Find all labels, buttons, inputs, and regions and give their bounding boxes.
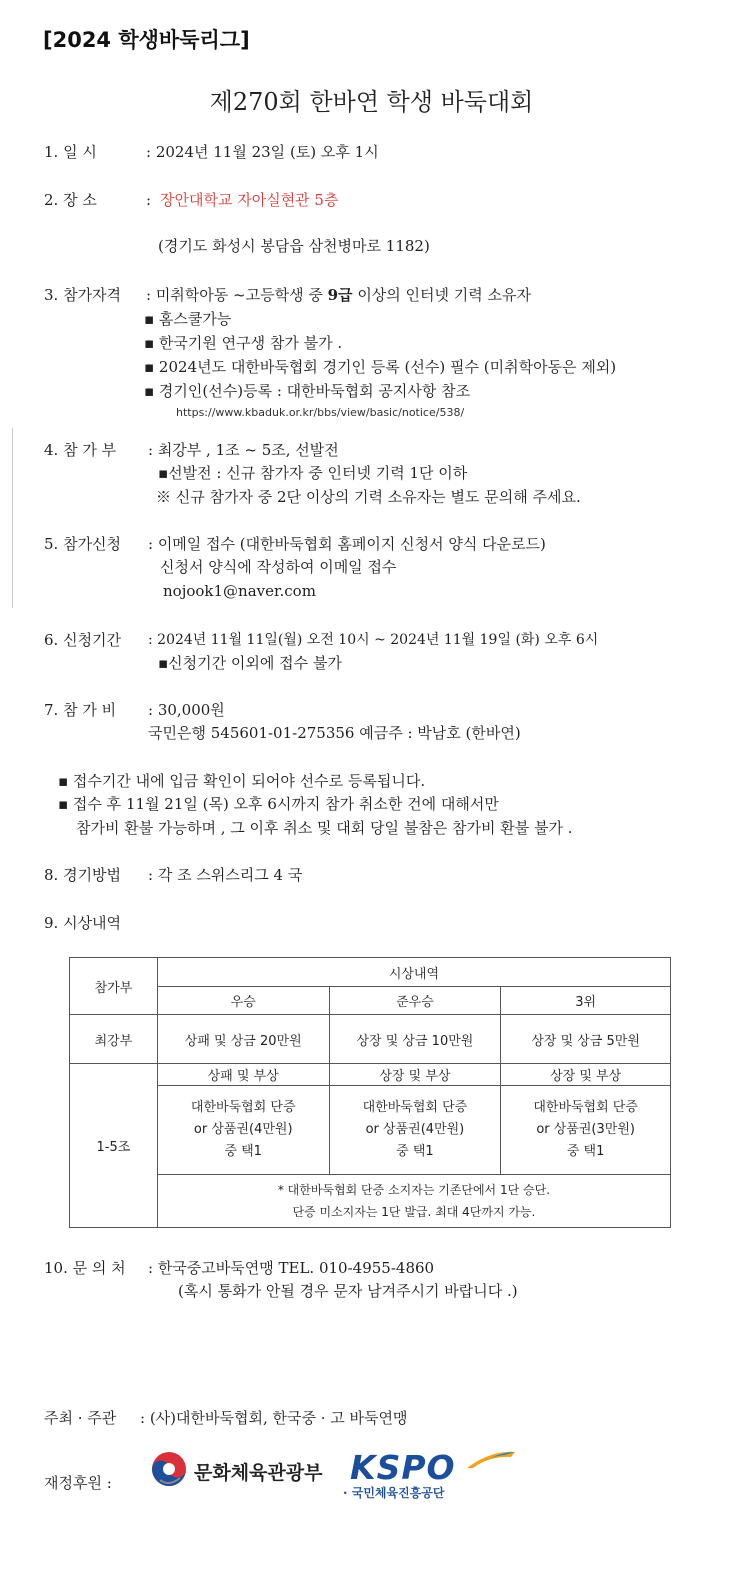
top-cell-runner-up: 상장 및 상금 10만원 bbox=[329, 1015, 501, 1064]
apply-label: 5. 참가신청 bbox=[44, 535, 122, 553]
date-value: : 2024년 11월 23일 (토) 오후 1시 bbox=[146, 143, 379, 161]
group-footnote bbox=[157, 1175, 670, 1228]
col-header-third: 3위 bbox=[501, 987, 671, 1015]
method-label: 8. 경기방법 bbox=[44, 866, 122, 884]
venue-address: (경기도 화성시 봉담읍 삼천병마로 1182) bbox=[158, 237, 430, 255]
contact-value: : 한국중고바둑연맹 TEL. 010-4955-4860 bbox=[148, 1259, 435, 1277]
divisions-value: : 최강부 , 1조 ~ 5조, 선발전 bbox=[148, 441, 339, 459]
host-value: : (사)대한바둑협회, 한국중 · 고 바둑연맹 bbox=[140, 1409, 408, 1427]
divisions-label: 4. 참 가 부 bbox=[44, 441, 117, 459]
fee-value: : 30,000원 bbox=[148, 701, 225, 719]
fee-bank-account: 국민은행 545601-01-275356 예금주 : 박남호 (한바연) bbox=[148, 724, 521, 742]
group-cell-b-runner-up bbox=[329, 1086, 501, 1175]
venue-label: 2. 장 소 bbox=[44, 191, 97, 209]
method-value: : 각 조 스위스리그 4 국 bbox=[148, 866, 303, 884]
venue-colon: : bbox=[146, 191, 152, 209]
contact-label: 10. 문 의 처 bbox=[44, 1259, 126, 1277]
cell-line: 대한바둑협회 단증 bbox=[190, 1100, 296, 1115]
date-label: 1. 일 시 bbox=[44, 143, 97, 161]
eligibility-value: : 미취학아동 ~고등학생 중 9급 이상의 인터넷 기력 소유자 bbox=[146, 286, 532, 304]
group-cell-a-third: 상장 및 부상 bbox=[501, 1064, 671, 1086]
note-1: ▪ 접수기간 내에 입금 확인이 되어야 선수로 등록됩니다. bbox=[58, 772, 426, 790]
left-margin-rule bbox=[12, 428, 13, 608]
note-3: 참가비 환불 가능하며 , 그 이후 취소 및 대회 당일 불참은 참가비 환불 불가 . bbox=[76, 819, 573, 837]
contact-note: (혹시 통화가 안될 경우 문자 남겨주시기 바랍니다 .) bbox=[178, 1282, 518, 1300]
cell-line: 대한바둑협회 단증 bbox=[362, 1100, 468, 1115]
cell-line: or 상품권(4만원) bbox=[365, 1122, 465, 1137]
eligibility-bullet-3: ▪ 2024년도 대한바둑협회 경기인 등록 (선수) 필수 (미취학아동은 제외) bbox=[144, 358, 617, 376]
eligibility-bullet-2: ▪ 한국기원 연구생 참가 불가 . bbox=[144, 334, 343, 352]
cell-line: or 상품권(3만원) bbox=[536, 1122, 635, 1137]
divisions-selection-note: ▪선발전 : 신규 참가자 중 인터넷 기력 1단 이하 bbox=[158, 464, 468, 482]
group-cell-a-runner-up: 상장 및 부상 bbox=[329, 1064, 501, 1086]
footnote-line: * 대한바둑협회 단증 소지자는 기존단에서 1단 승단. bbox=[277, 1183, 551, 1197]
page-title: 제270회 한바연 학생 바둑대회 bbox=[209, 88, 534, 116]
awards-label: 9. 시상내역 bbox=[44, 914, 122, 932]
cell-line: 중 택1 bbox=[566, 1144, 605, 1159]
cell-line: 중 택1 bbox=[396, 1144, 434, 1159]
col-header-runner-up: 준우승 bbox=[329, 987, 501, 1015]
taegeuk-emblem-icon bbox=[150, 1450, 188, 1488]
apply-line2: 신청서 양식에 작성하여 이메일 접수 bbox=[160, 558, 397, 576]
top-cell-third: 상장 및 상금 5만원 bbox=[501, 1015, 671, 1064]
table-group-header: 시상내역 bbox=[157, 958, 670, 987]
divisions-inquiry-note: ※ 신규 참가자 중 2단 이상의 기력 소유자는 별도 문의해 주세요. bbox=[156, 488, 581, 506]
row-label-group: 1-5조 bbox=[70, 1064, 158, 1228]
table-corner: 참가부 bbox=[70, 958, 158, 1015]
group-cell-b-third bbox=[501, 1086, 671, 1175]
notice-link[interactable]: https://www.kbaduk.or.kr/bbs/view/basic/notice/538/ bbox=[176, 406, 465, 419]
apply-email[interactable]: nojook1@naver.com bbox=[163, 582, 316, 600]
footnote-line: 단증 미소지자는 1단 발급. 최대 4단까지 가능. bbox=[292, 1205, 536, 1219]
kspo-subtitle: · 국민체육진흥공단 bbox=[343, 1486, 445, 1500]
note-2: ▪ 접수 후 11월 21일 (목) 오후 6시까지 참가 취소한 건에 대해서만 bbox=[58, 795, 499, 813]
eligibility-bullet-1: ▪ 홈스쿨가능 bbox=[144, 310, 232, 328]
cell-line: or 상품권(4만원) bbox=[193, 1122, 293, 1137]
venue-value: 장안대학교 자아실현관 5층 bbox=[160, 191, 339, 209]
top-cell-winner: 상패 및 상금 20만원 bbox=[157, 1015, 329, 1064]
group-cell-b-winner bbox=[157, 1086, 329, 1175]
eligibility-bullet-4: ▪ 경기인(선수)등록 : 대한바둑협회 공지사항 참조 bbox=[144, 382, 471, 400]
period-value: : 2024년 11월 11일(월) 오전 10시 ~ 2024년 11월 19일 (화) 오후 6시 bbox=[148, 632, 599, 648]
group-cell-a-winner: 상패 및 부상 bbox=[157, 1064, 329, 1086]
period-label: 6. 신청기간 bbox=[44, 631, 122, 649]
col-header-winner: 우승 bbox=[157, 987, 329, 1015]
eligibility-label: 3. 참가자격 bbox=[44, 286, 122, 304]
cell-line: 대한바둑협회 단증 bbox=[533, 1100, 638, 1115]
sponsor-label: 재정후원 : bbox=[44, 1474, 112, 1492]
kspo-swoosh-icon bbox=[465, 1448, 517, 1470]
fee-label: 7. 참 가 비 bbox=[44, 701, 117, 719]
apply-value: : 이메일 접수 (대한바둑협회 홈페이지 신청서 양식 다운로드) bbox=[148, 535, 546, 553]
row-label-top: 최강부 bbox=[70, 1015, 158, 1064]
kspo-logo: KSPO bbox=[350, 1448, 456, 1487]
mcst-logo-text: 문화체육관광부 bbox=[194, 1462, 323, 1484]
host-label: 주최 · 주관 bbox=[44, 1409, 117, 1427]
period-note: ▪신청기간 이외에 접수 불가 bbox=[158, 654, 342, 672]
cell-line: 중 택1 bbox=[224, 1144, 262, 1159]
awards-table bbox=[69, 957, 671, 1228]
header-tag: [2024 학생바둑리그] bbox=[43, 28, 250, 52]
